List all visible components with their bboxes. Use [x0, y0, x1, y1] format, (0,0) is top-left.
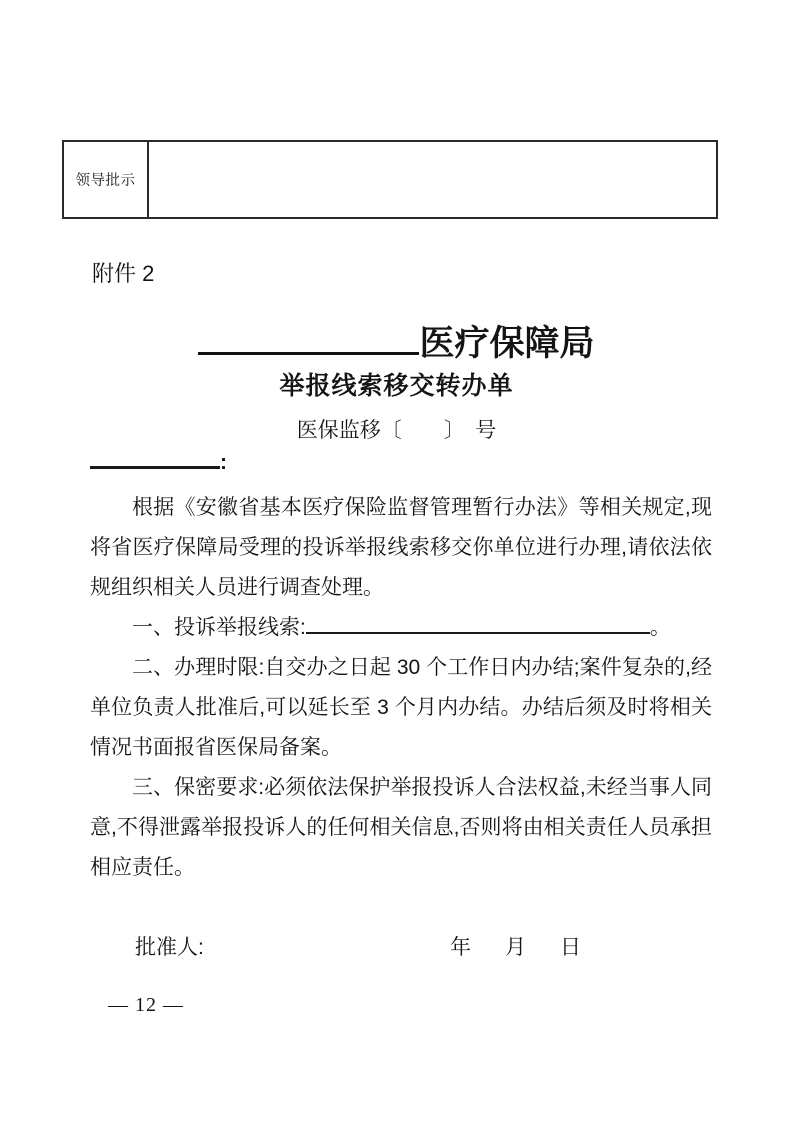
item3-paragraph: 三、保密要求:必须依法保护举报投诉人合法权益,未经当事人同意,不得泄露举报投诉人的任何相关信息,否则将由相关责任人员承担相应责任。 [90, 776, 712, 879]
clue-blank-line [306, 632, 650, 634]
month-label: 月 [505, 936, 526, 959]
date-fields [450, 928, 581, 968]
addressee-blank-line [90, 466, 220, 469]
signoff-line [90, 928, 712, 968]
form-title: 举报线索移交转办单 [279, 372, 514, 400]
attachment-label: 附件 2 [92, 261, 155, 286]
item2-paragraph: 二、办理时限:自交办之日起 30 个工作日内办结;案件复杂的,经单位负责人批准后,可以延长至 3 个月内办结。办结后须及时将相关情况书面报省医保局备案。 [90, 656, 712, 759]
salutation-colon: : [220, 451, 227, 474]
item1-period: 。 [649, 616, 671, 639]
item1-label: 一、投诉举报线索: [132, 616, 306, 639]
approver-label: 批准人: [135, 936, 204, 959]
leader-comment-label: 领导批示 [63, 141, 148, 218]
leader-comment-table [62, 140, 718, 219]
page-number: — 12 — [108, 994, 184, 1016]
table-row [63, 141, 717, 218]
day-label: 日 [560, 936, 581, 959]
leader-comment-empty-cell [148, 141, 717, 218]
org-name-blank-line [198, 321, 419, 355]
org-title: 医疗保障局 [419, 324, 595, 363]
body-text [90, 488, 712, 888]
year-label: 年 [450, 936, 471, 959]
item1-line [90, 608, 712, 648]
document-number: 医保监移〔 〕 号 [296, 419, 497, 442]
intro-paragraph: 根据《安徽省基本医疗保险监督管理暂行办法》等相关规定,现将省医疗保障局受理的投诉举报线索移交你单位进行办理,请依法依规组织相关人员进行调查处理。 [90, 496, 712, 599]
letterhead [0, 316, 793, 366]
salutation-line [90, 447, 227, 479]
